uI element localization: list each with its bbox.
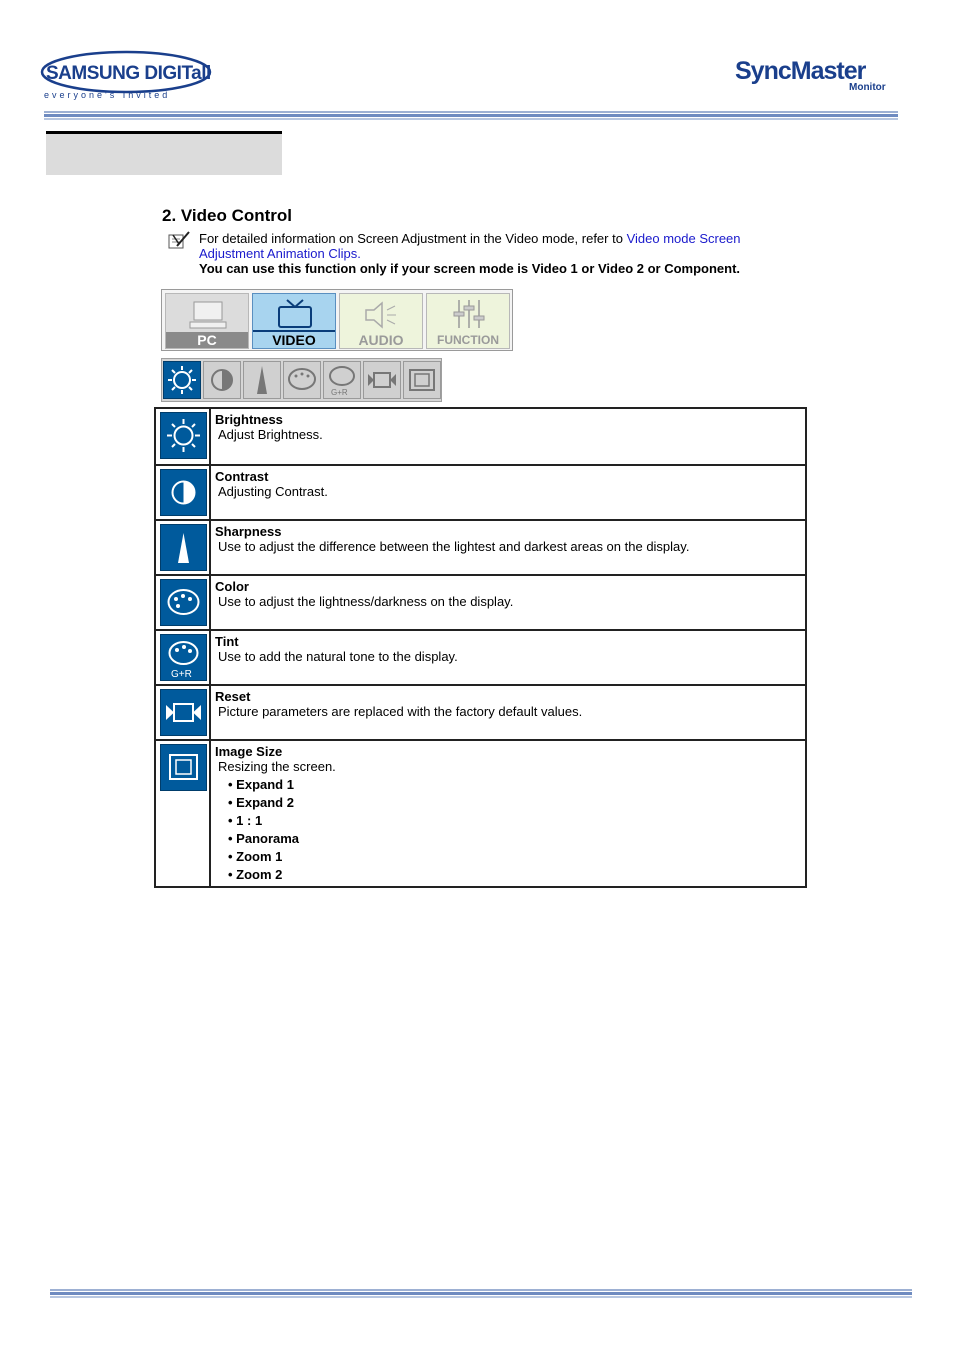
image-size-option: • Expand 1 [228, 777, 294, 792]
setting-row-contrast [156, 464, 805, 519]
icon-cell [156, 409, 211, 464]
setting-desc: Adjust Brightness. [218, 427, 323, 442]
samsung-digitall-logo [40, 46, 212, 102]
tint-icon [324, 362, 360, 398]
animation-clips-link[interactable]: Video mode Screen Adjustment Animation Clips. [199, 231, 741, 261]
strip-sharpness[interactable] [243, 361, 281, 399]
mode-tab-bar [161, 289, 513, 351]
svg-text:SyncMaster: SyncMaster [735, 57, 866, 85]
tab-pc-label: PC [166, 332, 248, 348]
tab-video-label: VIDEO [253, 330, 335, 348]
image-size-option: • 1 : 1 [228, 813, 263, 828]
note-prefix: For detailed information on Screen Adjustment in the Video mode, refer to [199, 231, 627, 246]
setting-desc: Use to adjust the lightness/darkness on the display. [218, 594, 514, 609]
icon-cell [156, 631, 211, 684]
syncmaster-logo [735, 54, 895, 94]
icon-cell [156, 686, 211, 739]
strip-contrast[interactable] [203, 361, 241, 399]
setting-text [211, 741, 805, 886]
sliders-icon [449, 298, 489, 330]
setting-text [211, 686, 805, 739]
tab-audio[interactable] [339, 293, 423, 349]
image-size-option: • Expand 2 [228, 795, 294, 810]
sharpness-icon [160, 524, 207, 571]
svg-text:Monitor: Monitor [849, 82, 886, 93]
setting-desc: Use to add the natural tone to the display. [218, 649, 458, 664]
setting-row-brightness [156, 409, 805, 464]
setting-desc: Adjusting Contrast. [218, 484, 328, 499]
setting-name: Reset [215, 689, 251, 704]
tab-function[interactable] [426, 293, 510, 349]
setting-row-color [156, 574, 805, 629]
image-size-icon [160, 744, 207, 791]
brightness-icon [164, 362, 200, 398]
strip-color[interactable] [283, 361, 321, 399]
setting-text [211, 466, 805, 519]
setting-row-tint [156, 629, 805, 684]
setting-row-reset [156, 684, 805, 739]
contrast-icon [204, 362, 240, 398]
setting-text [211, 521, 805, 574]
reset-icon [364, 362, 400, 398]
color-icon [284, 362, 320, 398]
setting-desc: Resizing the screen. [218, 759, 336, 774]
setting-name: Image Size [215, 744, 283, 759]
setting-name: Contrast [215, 469, 269, 484]
note-pencil-icon [168, 230, 192, 250]
page-title: 2. Video Control [162, 206, 293, 225]
setting-text [211, 576, 805, 629]
image-size-option: • Panorama [228, 831, 300, 846]
strip-image-size[interactable] [403, 361, 441, 399]
tab-audio-label: AUDIO [358, 332, 404, 348]
svg-text:G+R: G+R [331, 388, 348, 397]
footer-divider [50, 1289, 912, 1300]
settings-table [154, 407, 807, 888]
image-size-option: • Zoom 2 [228, 867, 283, 882]
sharpness-icon [244, 362, 280, 398]
setting-name: Tint [215, 634, 239, 649]
setting-desc: Use to adjust the difference between the lightest and darkest areas on the display. [218, 539, 690, 554]
setting-name: Sharpness [215, 524, 282, 539]
reset-icon [160, 689, 207, 736]
strip-reset[interactable] [363, 361, 401, 399]
brightness-icon [160, 412, 207, 459]
image-size-icon [404, 362, 440, 398]
setting-name: Brightness [215, 412, 283, 427]
tab-function-label: FUNCTION [437, 333, 499, 347]
color-icon [160, 579, 207, 626]
pc-icon [188, 300, 228, 330]
tint-icon [160, 634, 207, 681]
svg-text:everyone's Invited: everyone's Invited [44, 90, 171, 100]
tab-pc[interactable] [165, 293, 249, 349]
speaker-icon [362, 300, 402, 330]
setting-desc: Picture parameters are replaced with the factory default values. [218, 704, 583, 719]
icon-cell [156, 521, 211, 574]
setting-name: Color [215, 579, 249, 594]
setting-row-image-size [156, 739, 805, 886]
note-warning: You can use this function only if your screen mode is Video 1 or Video 2 or Component. [199, 261, 741, 276]
header-divider [44, 111, 898, 122]
image-size-option: • Zoom 1 [228, 849, 283, 864]
svg-text:SAMSUNG DIGITall: SAMSUNG DIGITall [46, 63, 211, 84]
note-text [199, 231, 799, 276]
tv-icon [275, 298, 315, 330]
icon-cell [156, 576, 211, 629]
strip-tint[interactable] [323, 361, 361, 399]
strip-brightness[interactable] [163, 361, 201, 399]
contrast-icon [160, 469, 207, 516]
svg-text:G+R: G+R [171, 669, 192, 680]
section-tab [46, 131, 282, 175]
video-icon-strip [161, 358, 442, 402]
setting-row-sharpness [156, 519, 805, 574]
tab-video[interactable] [252, 293, 336, 349]
setting-text [211, 409, 805, 464]
icon-cell [156, 466, 211, 519]
icon-cell [156, 741, 211, 886]
setting-text [211, 631, 805, 684]
